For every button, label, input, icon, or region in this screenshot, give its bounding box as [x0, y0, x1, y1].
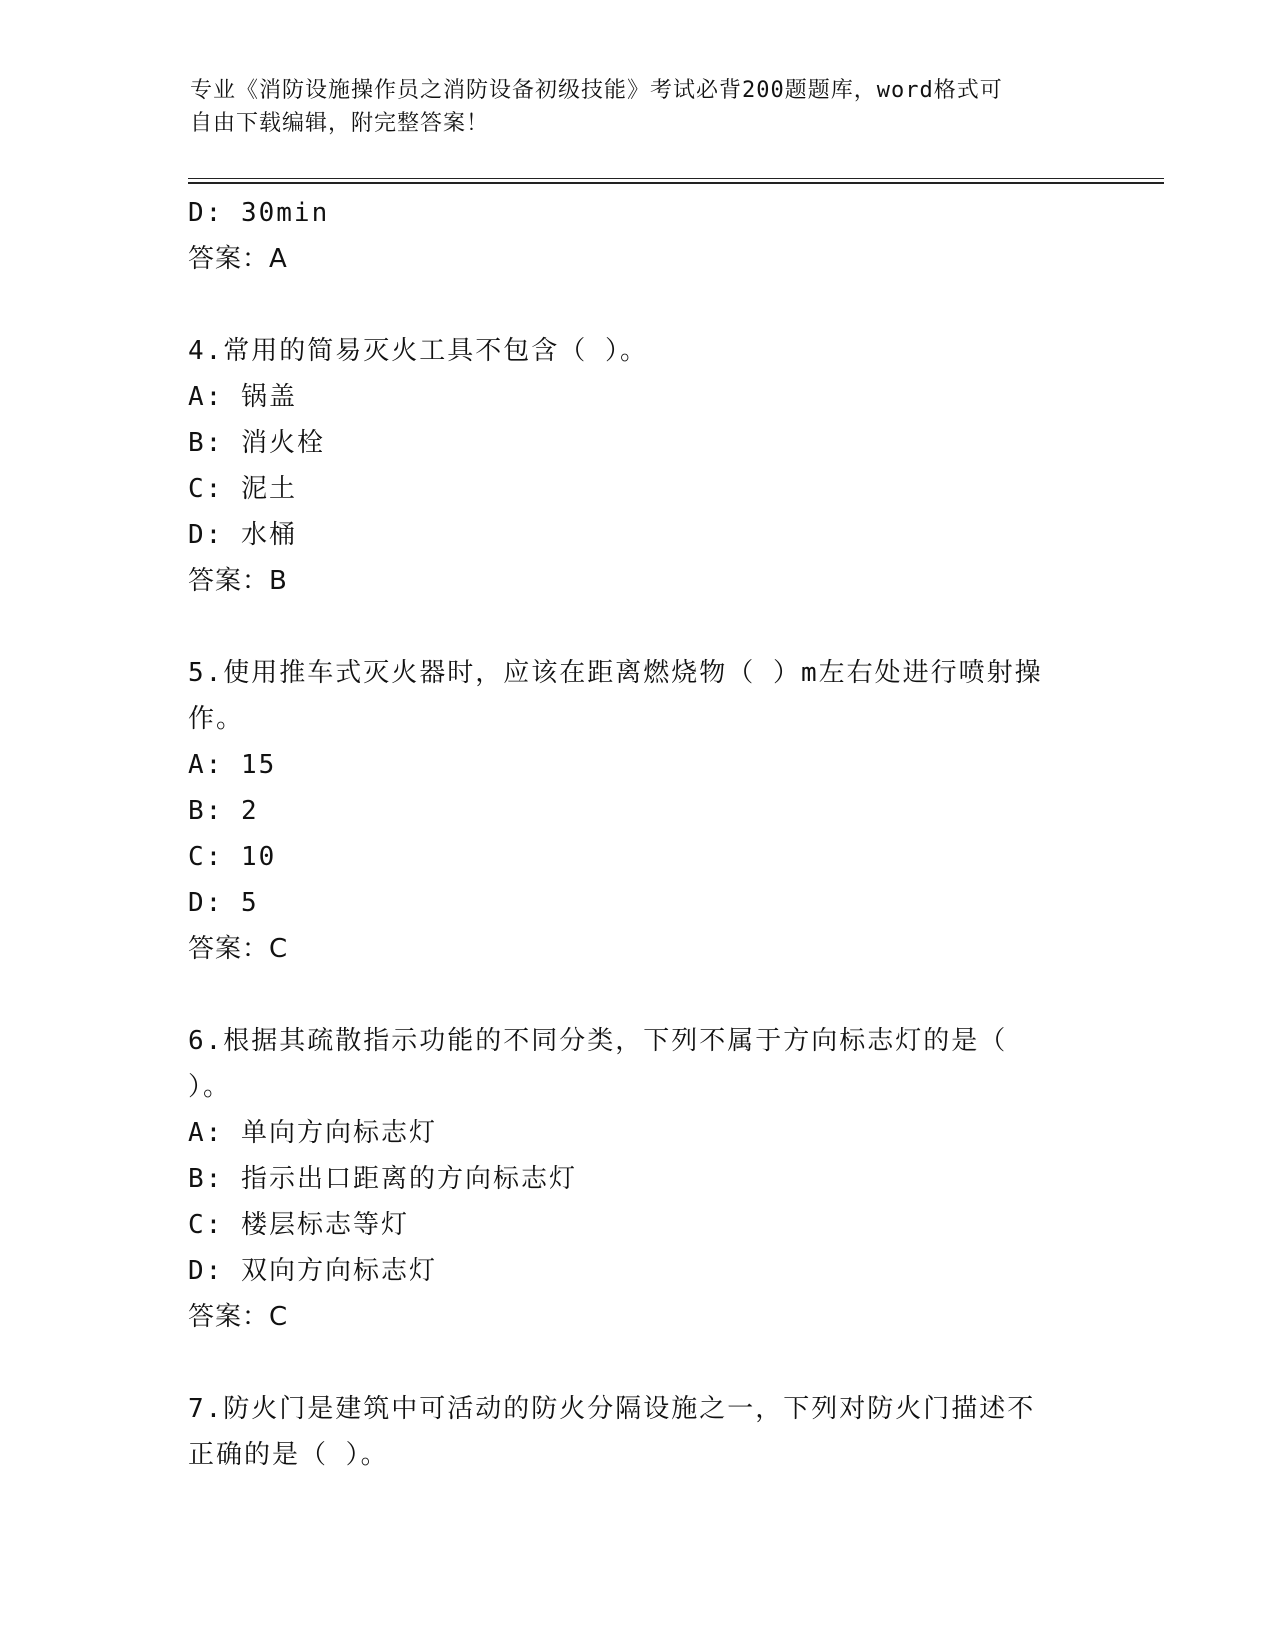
document-header: [190, 74, 1070, 140]
question-spacer: [188, 1340, 1088, 1386]
option-d: D: 5: [188, 888, 259, 918]
question-7: [188, 1386, 1088, 1478]
question-stem-line-2: 正确的是（ ）。: [188, 1440, 389, 1470]
question-stem-line-1: 5.使用推车式灭火器时，应该在距离燃烧物（ ）m左右处进行喷射操: [188, 658, 1043, 688]
option-a: A: 锅盖: [188, 382, 297, 412]
answer-line: 答案：B: [188, 566, 288, 596]
question-list: [188, 190, 1088, 1478]
option-c: C: 10: [188, 842, 277, 872]
answer-line: 答案：C: [188, 1302, 289, 1332]
option-b: B: 指示出口距离的方向标志灯: [188, 1164, 577, 1194]
header-divider-thin: [188, 178, 1164, 179]
question-4: [188, 328, 1088, 604]
question-spacer: [188, 604, 1088, 650]
answer-line: 答案：C: [188, 934, 289, 964]
question-stem-line-1: 7.防火门是建筑中可活动的防火分隔设施之一，下列对防火门描述不: [188, 1394, 1036, 1424]
question-stem: 4.常用的简易灭火工具不包含（ ）。: [188, 336, 648, 366]
header-title-line-2: 自由下载编辑，附完整答案！: [190, 111, 490, 136]
option-c: C: 泥土: [188, 474, 297, 504]
question-spacer: [188, 282, 1088, 328]
answer-line: 答案：A: [188, 244, 288, 274]
question-stem-line-1: 6.根据其疏散指示功能的不同分类，下列不属于方向标志灯的是（: [188, 1026, 1008, 1056]
option-d: D: 双向方向标志灯: [188, 1256, 437, 1286]
option-d: D: 30min: [188, 198, 330, 228]
question-5: [188, 650, 1088, 972]
option-a: A: 单向方向标志灯: [188, 1118, 437, 1148]
header-title-line-1: 专业《消防设施操作员之消防设备初级技能》考试必背200题题库，word格式可: [190, 78, 1003, 103]
option-c: C: 楼层标志等灯: [188, 1210, 409, 1240]
question-stem-line-2: ）。: [188, 1072, 232, 1102]
question-stem-line-2: 作。: [188, 704, 245, 734]
option-b: B: 消火栓: [188, 428, 325, 458]
question-6: [188, 1018, 1088, 1340]
header-divider-thick: [188, 182, 1164, 184]
option-a: A: 15: [188, 750, 277, 780]
question-spacer: [188, 972, 1088, 1018]
option-d: D: 水桶: [188, 520, 297, 550]
option-b: B: 2: [188, 796, 259, 826]
